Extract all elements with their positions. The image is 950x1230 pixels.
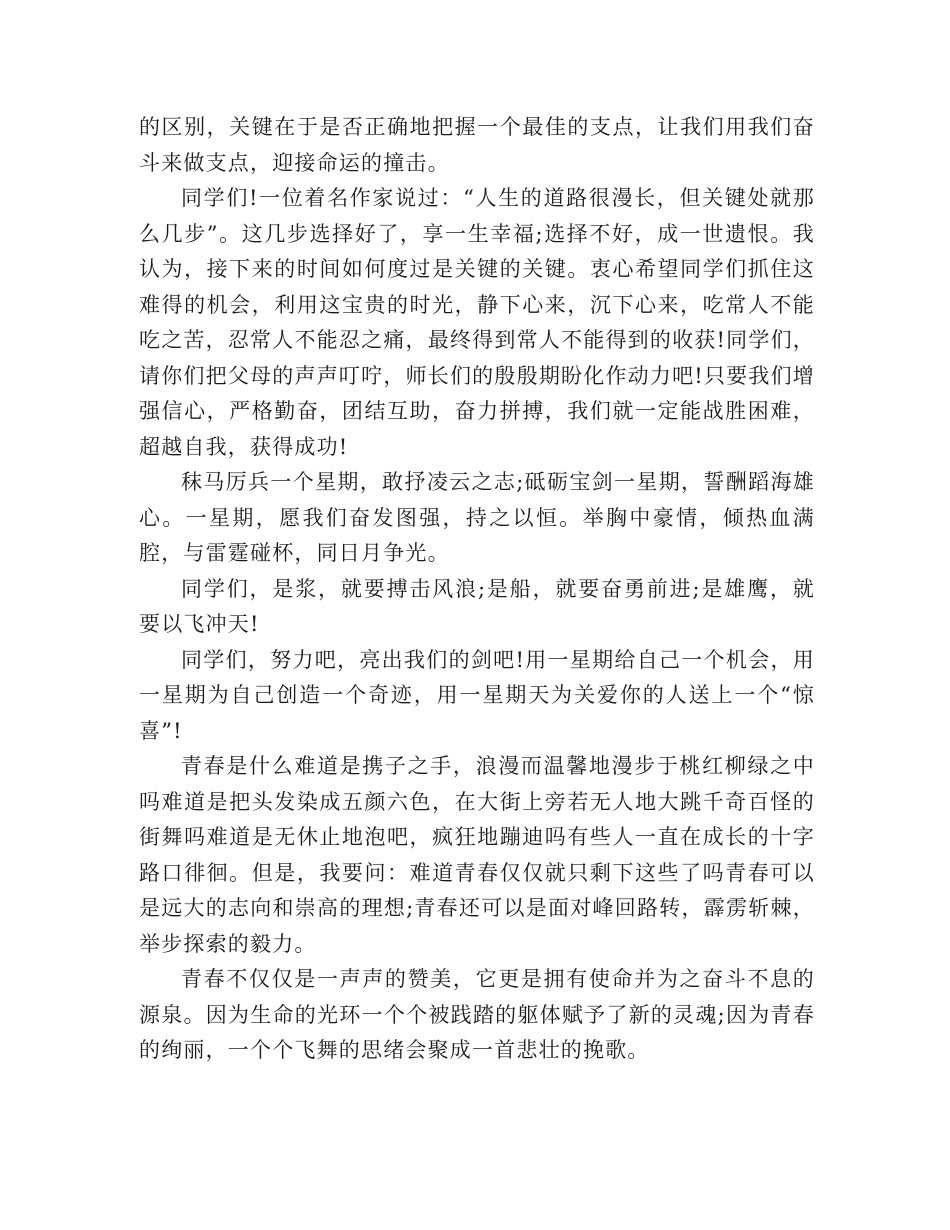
paragraph-6: 青春是什么难道是携子之手，浪漫而温馨地漫步于桃红柳绿之中吗难道是把头发染成五颜六色，在大街上旁若无人地大跳千奇百怪的街舞吗难道是无休止地泡吧，疯狂地蹦迪吗有些人一直在成长的十字路口徘徊。但是，我要问：难道青春仅仅就只剩下这些了吗青春可以是远大的志向和崇高的理想;青春还可以是面对峰回路转，霹雳斩棘，举步探索的毅力。	[139, 754, 815, 956]
paragraph-3: 秣马厉兵一个星期，敢抒凌云之志;砥砺宝剑一星期，誓酬蹈海雄心。一星期，愿我们奋发图强，持之以恒。举胸中豪情，倾热血满腔，与雷霆碰杯，同日月争光。	[139, 470, 815, 565]
document-body	[139, 110, 815, 1069]
paragraph-7: 青春不仅仅是一声声的赞美，它更是拥有使命并为之奋斗不息的源泉。因为生命的光环一个个被践踏的躯体赋予了新的灵魂;因为青春的绚丽，一个个飞舞的思绪会聚成一首悲壮的挽歌。	[139, 967, 815, 1062]
paragraph-4: 同学们，是浆，就要搏击风浪;是船，就要奋勇前进;是雄鹰，就要以飞冲天!	[139, 576, 815, 636]
paragraph-2: 同学们!一位着名作家说过：“人生的道路很漫长，但关键处就那么几步”。这几步选择好了，享一生幸福;选择不好，成一世遗恨。我认为，接下来的时间如何度过是关键的关键。衷心希望同学们抓住这难得的机会，利用这宝贵的时光，静下心来，沉下心来，吃常人不能吃之苦，忍常人不能忍之痛，最终得到常人不能得到的收获!同学们，请你们把父母的声声叮咛，师长们的殷殷期盼化作动力吧!只要我们增强信心，严格勤奋，团结互助，奋力拼搏，我们就一定能战胜困难，超越自我，获得成功!	[139, 186, 815, 459]
paragraph-1: 的区别，关键在于是否正确地把握一个最佳的支点，让我们用我们奋斗来做支点，迎接命运的撞击。	[139, 115, 815, 175]
paragraph-5: 同学们，努力吧，亮出我们的剑吧!用一星期给自己一个机会，用一星期为自己创造一个奇迹，用一星期天为关爱你的人送上一个“惊喜”!	[139, 647, 815, 743]
